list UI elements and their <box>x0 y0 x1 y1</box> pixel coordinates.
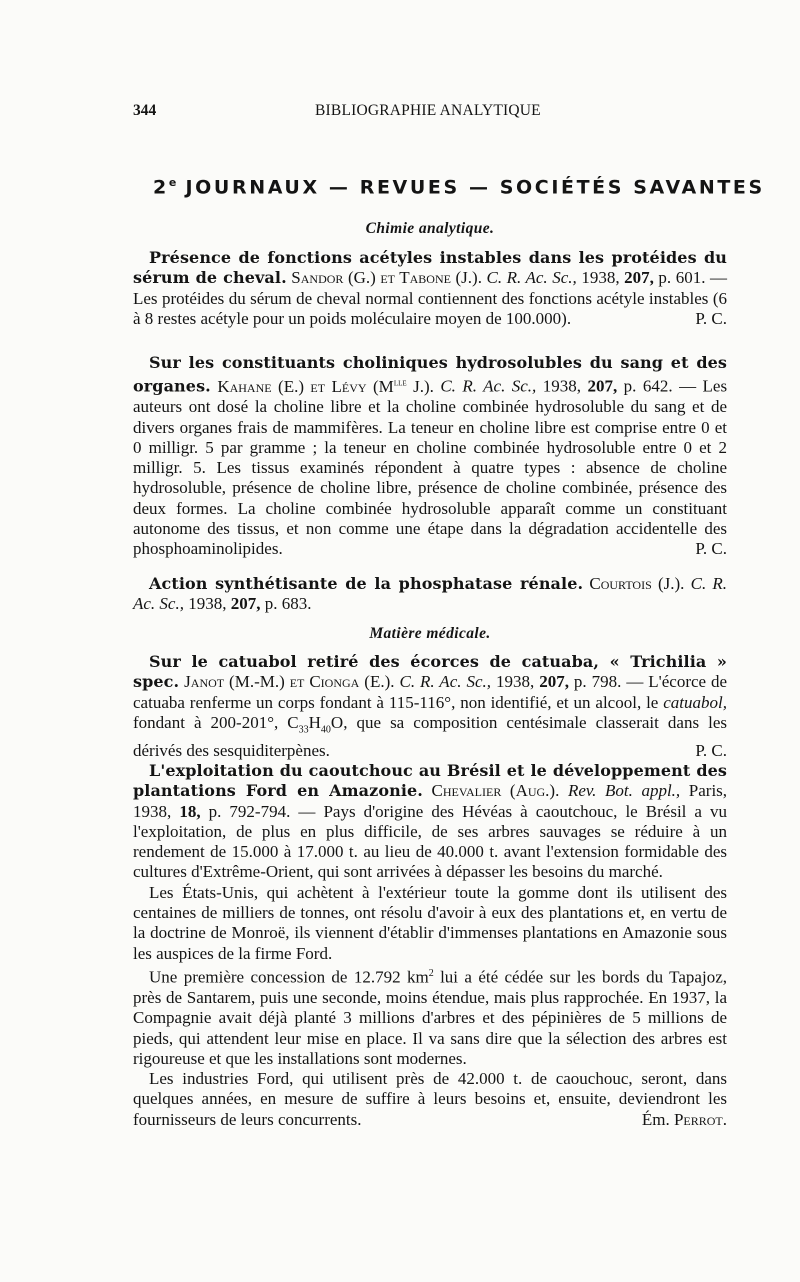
entry-title: Action synthétisante de la phosphatase rénale. <box>149 574 584 593</box>
entry-catuabol <box>133 652 727 761</box>
entry-signature: P. C. <box>695 740 727 760</box>
entry-signature: P. C. <box>695 308 727 328</box>
entry-title: Sur les constituants choliniques hydrosolubles du sang et des organes. <box>133 353 727 396</box>
entry-year: 1938, <box>581 268 620 288</box>
paragraph: Une première concession de 12.792 $km^2$ lui a été cédée sur les bords du Tapajoz, près de Santarem, puis une seconde, moins étendue, mais plus rapprochée. En 1937, la Compagnie avait déjà planté 3 millions d'arbres et des pépinières de 5 millions de pieds, qui attendent leur mise en place. Il va sans dire que la sélection des arbres est rigoureuse et que les installations sont modernes. <box>133 967 727 1068</box>
entry-authors: Janot (M.-M.) et Cionga (E.). <box>184 672 395 692</box>
entry-page: p. 798. <box>573 672 622 692</box>
entry-place: Paris, 1938, <box>133 781 728 821</box>
section-number-sup: e <box>168 176 177 189</box>
page-number: 344 <box>133 102 157 119</box>
entry-journal: Rev. Bot. appl., <box>567 781 681 801</box>
entry-page: p. 792-794. <box>208 801 291 821</box>
entry-authors: Courtois (J.). <box>589 574 685 593</box>
entry-acetyles <box>133 248 727 329</box>
entry-body: — L'écorce de catuaba renferme un corps fondant à 115-116°, non identifié, et un alcool, le catuabol, fondant à 200-201°, $C_{33}H_{40}O$, que sa composition centésimale classerait dans les dérivés des sesquiditerpènes. <box>133 672 728 760</box>
section-title <box>153 176 765 199</box>
entry-authors: Sandor (G.) et Tabone (J.). <box>291 268 482 288</box>
entry-title: Présence de fonctions acétyles instables dans les protéides du sérum de cheval. <box>133 248 727 288</box>
entry-journal: C. R. Ac. Sc., <box>133 574 728 614</box>
entry-title: Sur le catuabol retiré des écorces de catuaba, « Trichilia » spec. <box>133 652 727 692</box>
entry-year: 1938, <box>495 672 535 692</box>
entry-body: — Les protéides du sérum de cheval normal contiennent des fonctions acétyle instables (6 à 8 restes acétyle pour un poids moléculaire moyen de 100.000). <box>133 268 728 328</box>
section-heading: JOURNAUX — REVUES — SOCIÉTÉS SAVANTES <box>176 176 765 199</box>
entry-signature: Ém. Perrot. <box>641 1109 727 1129</box>
entry-body: — Les auteurs ont dosé la choline libre et la choline combinée hydrosoluble du sang et de divers organes frais de mammifères. La teneur en choline libre est comprise entre 0 et 0 milligr. 5 par gramme ; la teneur en choline combinée hydrosoluble entre 0 et 2 milligr. 5. Les tissus examinés répondent à quatre types : absence de choline hydrosoluble, présence de choline libre, présence de choline combinée, présence des deux formes. La choline combinée hydrosoluble apparaît comme un constituant autonome des tissus, et non comme une étape dans la dégradation accidentelle des phosphoaminolipides. <box>133 376 728 559</box>
paragraph: Les industries Ford, qui utilisent près de 42.000 t. de caouchouc, seront, dans quelques années, en mesure de suffire à leurs besoins et, ensuite, deviendront les fournisseurs de leurs concurrents. Ém. Perrot. <box>133 1069 727 1129</box>
entry-page: p. 601. <box>658 268 706 288</box>
entry-journal: C. R. Ac. Sc., <box>399 672 491 692</box>
entry-page: p. 683. <box>264 594 312 614</box>
entry-volume: 207, <box>230 594 261 614</box>
entry-phosphatase <box>133 574 727 615</box>
entry-body: — Pays d'origine des Hévéas à caoutchouc, le Brésil a vu l'exploitation, de plus en plus difficile, de ses arbres sauvages se réduire à un rendement de 15.000 à 17.000 t. au lieu de 40.000 t. avant l'extension formidable des cultures d'Extrême-Orient, qui sont arrivées à dépasser les besoins du marché. <box>133 801 728 882</box>
section-number: 2 <box>153 176 169 199</box>
entry-volume: 18, <box>179 801 201 821</box>
subhead-matiere-medicale: Matière médicale. <box>369 625 491 642</box>
entry-journal: C. R. Ac. Sc., <box>486 268 577 288</box>
entry-volume: 207, <box>624 268 654 288</box>
entry-authors: Kahane (E.) et Lévy ($M^{lle}$ J.). <box>217 376 434 396</box>
entry-journal: C. R. Ac. Sc., <box>440 376 537 396</box>
entry-volume: 207, <box>587 376 618 396</box>
entry-page: p. 642. <box>623 376 673 396</box>
entry-year: 1938, <box>542 376 582 396</box>
entry-year: 1938, <box>188 594 227 614</box>
entry-signature: P. C. <box>695 539 727 559</box>
entry-choliniques <box>133 353 727 560</box>
entry-caoutchouc <box>133 761 727 1130</box>
subhead-chimie-analytique: Chimie analytique. <box>365 220 495 237</box>
running-title: BIBLIOGRAPHIE ANALYTIQUE <box>315 102 541 119</box>
entry-title: L'exploitation du caoutchouc au Brésil et le développement des plantations Ford en Amazonie. <box>133 761 727 801</box>
entry-volume: 207, <box>539 672 569 692</box>
entry-authors: Chevalier (Aug.). <box>431 781 560 801</box>
paragraph: Les États-Unis, qui achètent à l'extérieur toute la gomme dont ils utilisent des centaines de milliers de tonnes, ont résolu d'avoir à eux des plantations et, en vertu de la doctrine de Monroë, ils viennent d'établir d'immenses plantations en Amazonie sous les auspices de la firme Ford. <box>133 882 727 963</box>
